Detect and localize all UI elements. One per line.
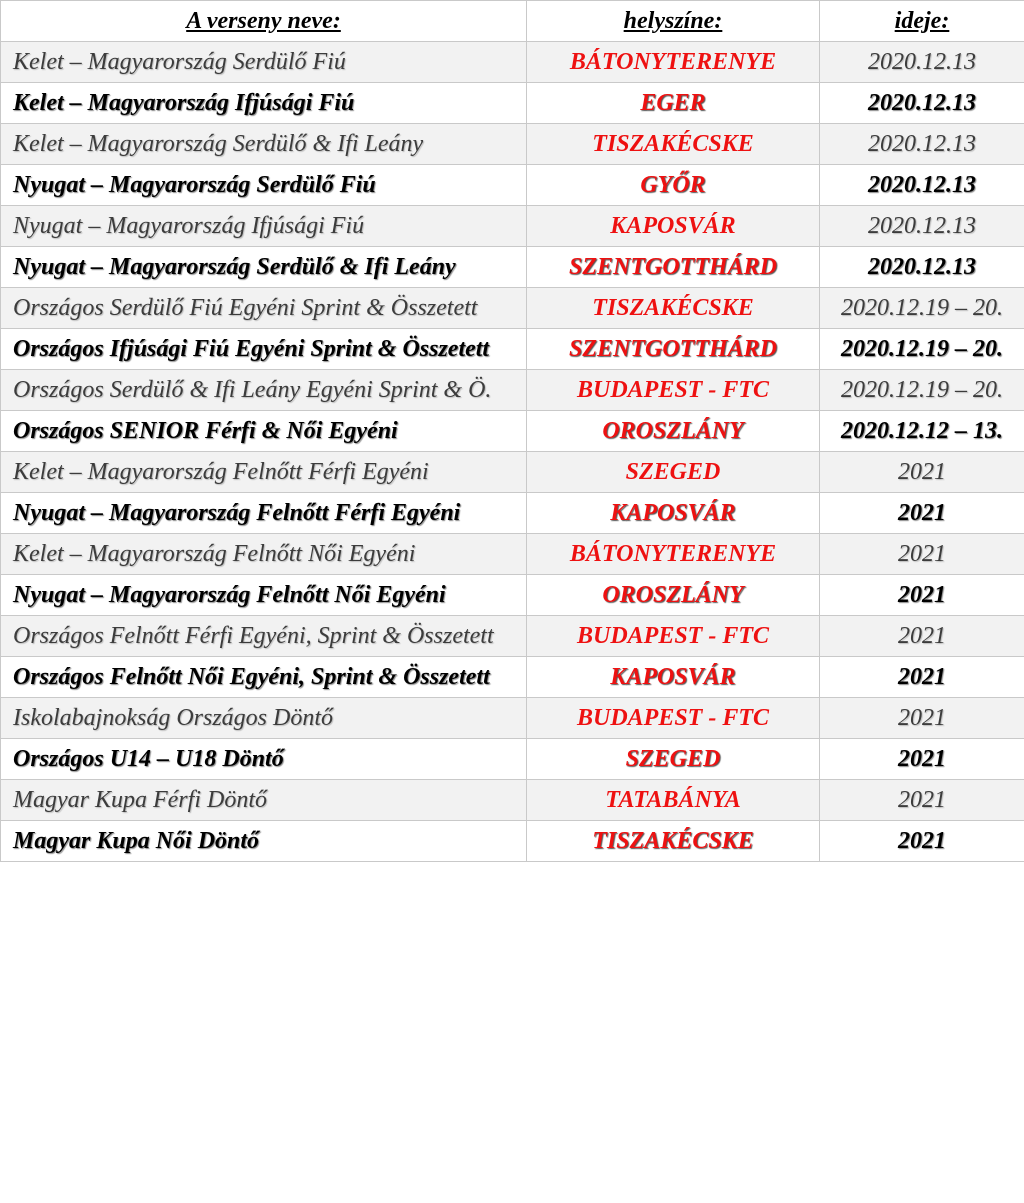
date-cell: 2020.12.13: [820, 42, 1024, 83]
location-cell: BÁTONYTERENYE: [527, 42, 820, 83]
location-cell: BUDAPEST - FTC: [527, 616, 820, 657]
date-cell: 2021: [820, 534, 1024, 575]
competition-name-cell: Kelet – Magyarország Serdülő Fiú: [1, 42, 527, 83]
date-cell: 2020.12.13: [820, 247, 1024, 288]
location-cell: SZEGED: [527, 452, 820, 493]
competition-name-cell: Országos Serdülő & Ifi Leány Egyéni Sprint & Ö.: [1, 370, 527, 411]
date-cell: 2020.12.19 – 20.: [820, 370, 1024, 411]
location-cell: TISZAKÉCSKE: [527, 821, 820, 862]
competition-name-cell: Nyugat – Magyarország Ifjúsági Fiú: [1, 206, 527, 247]
table-row: [1, 698, 1024, 739]
date-cell: 2021: [820, 780, 1024, 821]
competition-name-cell: Kelet – Magyarország Felnőtt Női Egyéni: [1, 534, 527, 575]
date-cell: 2020.12.13: [820, 206, 1024, 247]
date-cell: 2021: [820, 821, 1024, 862]
table-row: [1, 493, 1024, 534]
table-row: [1, 165, 1024, 206]
table-row: [1, 534, 1024, 575]
table-row: [1, 411, 1024, 452]
location-cell: KAPOSVÁR: [527, 657, 820, 698]
date-cell: 2020.12.13: [820, 165, 1024, 206]
competition-name-cell: Kelet – Magyarország Ifjúsági Fiú: [1, 83, 527, 124]
date-cell: 2021: [820, 657, 1024, 698]
competition-name-cell: Országos Felnőtt Női Egyéni, Sprint & Összetett: [1, 657, 527, 698]
competition-name-cell: Országos Ifjúsági Fiú Egyéni Sprint & Összetett: [1, 329, 527, 370]
table-row: [1, 575, 1024, 616]
date-cell: 2021: [820, 493, 1024, 534]
competition-name-cell: Nyugat – Magyarország Serdülő Fiú: [1, 165, 527, 206]
location-cell: GYŐR: [527, 165, 820, 206]
date-cell: 2020.12.19 – 20.: [820, 329, 1024, 370]
location-cell: KAPOSVÁR: [527, 493, 820, 534]
location-cell: OROSZLÁNY: [527, 575, 820, 616]
location-cell: KAPOSVÁR: [527, 206, 820, 247]
location-cell: EGER: [527, 83, 820, 124]
table-row: [1, 288, 1024, 329]
table-header-row: [1, 1, 1024, 42]
location-cell: SZENTGOTTHÁRD: [527, 329, 820, 370]
table-row: [1, 329, 1024, 370]
competition-name-cell: Kelet – Magyarország Serdülő & Ifi Leány: [1, 124, 527, 165]
location-cell: TATABÁNYA: [527, 780, 820, 821]
competition-name-cell: Magyar Kupa Női Döntő: [1, 821, 527, 862]
competition-name-cell: Országos SENIOR Férfi & Női Egyéni: [1, 411, 527, 452]
location-cell: BÁTONYTERENYE: [527, 534, 820, 575]
competition-name-cell: Országos Felnőtt Férfi Egyéni, Sprint & Összetett: [1, 616, 527, 657]
table-row: [1, 739, 1024, 780]
table-row: [1, 821, 1024, 862]
table-body: [1, 42, 1024, 862]
competition-name-cell: Nyugat – Magyarország Felnőtt Női Egyéni: [1, 575, 527, 616]
date-cell: 2020.12.19 – 20.: [820, 288, 1024, 329]
table-row: [1, 83, 1024, 124]
table-row: [1, 42, 1024, 83]
table-row: [1, 206, 1024, 247]
location-cell: BUDAPEST - FTC: [527, 698, 820, 739]
competition-name-cell: Iskolabajnokság Országos Döntő: [1, 698, 527, 739]
date-cell: 2021: [820, 698, 1024, 739]
header-competition-name: A verseny neve:: [1, 1, 527, 42]
location-cell: TISZAKÉCSKE: [527, 124, 820, 165]
location-cell: BUDAPEST - FTC: [527, 370, 820, 411]
competition-name-cell: Országos U14 – U18 Döntő: [1, 739, 527, 780]
competition-name-cell: Nyugat – Magyarország Felnőtt Férfi Egyéni: [1, 493, 527, 534]
table-row: [1, 452, 1024, 493]
location-cell: SZENTGOTTHÁRD: [527, 247, 820, 288]
table-row: [1, 616, 1024, 657]
location-cell: SZEGED: [527, 739, 820, 780]
table-row: [1, 780, 1024, 821]
table-row: [1, 657, 1024, 698]
table-row: [1, 247, 1024, 288]
date-cell: 2020.12.13: [820, 124, 1024, 165]
table-row: [1, 370, 1024, 411]
date-cell: 2021: [820, 452, 1024, 493]
date-cell: 2020.12.12 – 13.: [820, 411, 1024, 452]
table-row: [1, 124, 1024, 165]
date-cell: 2021: [820, 575, 1024, 616]
competition-name-cell: Országos Serdülő Fiú Egyéni Sprint & Összetett: [1, 288, 527, 329]
date-cell: 2021: [820, 739, 1024, 780]
location-cell: OROSZLÁNY: [527, 411, 820, 452]
competition-name-cell: Kelet – Magyarország Felnőtt Férfi Egyéni: [1, 452, 527, 493]
competition-name-cell: Nyugat – Magyarország Serdülő & Ifi Leány: [1, 247, 527, 288]
header-date: ideje:: [820, 1, 1024, 42]
competition-name-cell: Magyar Kupa Férfi Döntő: [1, 780, 527, 821]
header-location: helyszíne:: [527, 1, 820, 42]
location-cell: TISZAKÉCSKE: [527, 288, 820, 329]
date-cell: 2020.12.13: [820, 83, 1024, 124]
date-cell: 2021: [820, 616, 1024, 657]
